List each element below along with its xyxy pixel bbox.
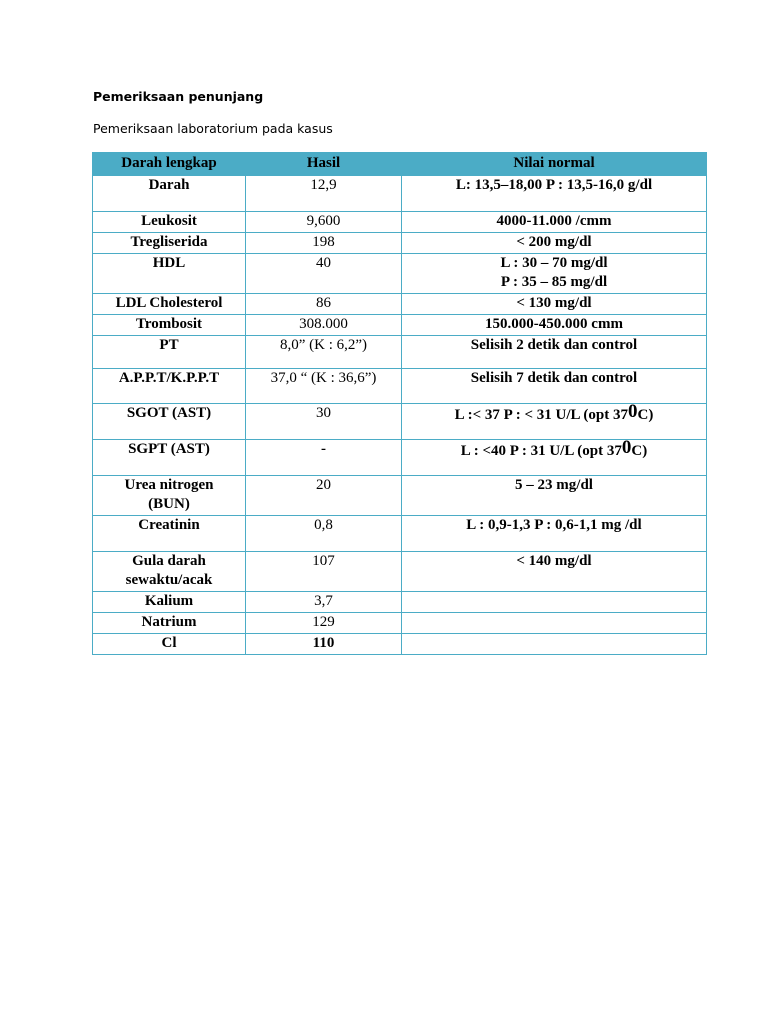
- section-heading: Pemeriksaan penunjang: [93, 89, 264, 104]
- row-hasil: 308.000: [246, 315, 402, 336]
- row-hasil: 37,0 “ (K : 36,6”): [246, 369, 402, 404]
- row-parameter: SGOT (AST): [93, 404, 246, 440]
- row-normal: < 130 mg/dl: [402, 294, 707, 315]
- table-row: [93, 476, 707, 516]
- table-row: [93, 404, 707, 440]
- row-hasil: 8,0” (K : 6,2”): [246, 336, 402, 369]
- table-row: [93, 212, 707, 233]
- row-parameter: Creatinin: [93, 516, 246, 552]
- row-hasil: 0,8: [246, 516, 402, 552]
- table-row: [93, 233, 707, 254]
- row-hasil: 129: [246, 613, 402, 634]
- row-normal: [402, 592, 707, 613]
- table-row: [93, 516, 707, 552]
- normal-text-suffix: C): [637, 407, 654, 423]
- table-row: [93, 592, 707, 613]
- row-parameter: Tregliserida: [93, 233, 246, 254]
- lab-results-table: [92, 152, 707, 655]
- row-hasil: 198: [246, 233, 402, 254]
- table-row: [93, 254, 707, 294]
- row-hasil: 110: [246, 634, 402, 655]
- column-header-hasil: Hasil: [246, 153, 402, 176]
- row-normal: L : 0,9-1,3 P : 0,6-1,1 mg /dl: [402, 516, 707, 552]
- param-line: Gula darah: [132, 553, 206, 569]
- row-normal: [402, 440, 707, 476]
- row-normal: Selisih 7 detik dan control: [402, 369, 707, 404]
- column-header-parameter: Darah lengkap: [93, 153, 246, 176]
- row-hasil: 86: [246, 294, 402, 315]
- normal-text-suffix: C): [631, 443, 648, 459]
- row-parameter: [93, 476, 246, 516]
- row-hasil: 12,9: [246, 176, 402, 212]
- row-parameter: Natrium: [93, 613, 246, 634]
- table-row: [93, 440, 707, 476]
- row-parameter: LDL Cholesterol: [93, 294, 246, 315]
- row-normal: Selisih 2 detik dan control: [402, 336, 707, 369]
- row-hasil: 30: [246, 404, 402, 440]
- normal-line: P : 35 – 85 mg/dl: [500, 274, 608, 290]
- row-normal: 5 – 23 mg/dl: [402, 476, 707, 516]
- row-normal: < 140 mg/dl: [402, 552, 707, 592]
- table-row: [93, 369, 707, 404]
- table-row: [93, 294, 707, 315]
- normal-line: L : 30 – 70 mg/dl: [500, 255, 608, 271]
- section-subheading: Pemeriksaan laboratorium pada kasus: [93, 121, 333, 136]
- row-parameter: HDL: [93, 254, 246, 294]
- row-hasil: 40: [246, 254, 402, 294]
- row-normal: [402, 404, 707, 440]
- row-normal: 4000-11.000 /cmm: [402, 212, 707, 233]
- row-parameter: [93, 552, 246, 592]
- row-parameter: Kalium: [93, 592, 246, 613]
- row-hasil: 9,600: [246, 212, 402, 233]
- param-line: (BUN): [148, 496, 190, 512]
- row-hasil: 3,7: [246, 592, 402, 613]
- table-row: [93, 613, 707, 634]
- row-normal: < 200 mg/dl: [402, 233, 707, 254]
- row-hasil: 107: [246, 552, 402, 592]
- row-normal: [402, 634, 707, 655]
- row-normal: 150.000-450.000 cmm: [402, 315, 707, 336]
- table-header-row: [93, 153, 707, 176]
- table-row: [93, 634, 707, 655]
- row-parameter: A.P.P.T/K.P.P.T: [93, 369, 246, 404]
- row-hasil: -: [246, 440, 402, 476]
- param-line: Urea nitrogen: [124, 477, 214, 493]
- table-row: [93, 176, 707, 212]
- param-line: sewaktu/acak: [125, 572, 213, 588]
- row-parameter: Cl: [93, 634, 246, 655]
- degree-superscript: 0: [628, 403, 638, 422]
- table-row: [93, 336, 707, 369]
- row-normal: [402, 254, 707, 294]
- row-parameter: Darah: [93, 176, 246, 212]
- row-parameter: SGPT (AST): [93, 440, 246, 476]
- row-parameter: Trombosit: [93, 315, 246, 336]
- normal-text: L :< 37 P : < 31 U/L (opt 37: [454, 407, 629, 423]
- row-hasil: 20: [246, 476, 402, 516]
- table-row: [93, 315, 707, 336]
- degree-superscript: 0: [621, 439, 632, 458]
- column-header-nilai-normal: Nilai normal: [402, 153, 707, 176]
- normal-text: L : <40 P : 31 U/L (opt 37: [460, 443, 622, 459]
- row-normal: [402, 613, 707, 634]
- row-parameter: Leukosit: [93, 212, 246, 233]
- table-row: [93, 552, 707, 592]
- row-normal: L: 13,5–18,00 P : 13,5-16,0 g/dl: [402, 176, 707, 212]
- row-parameter: PT: [93, 336, 246, 369]
